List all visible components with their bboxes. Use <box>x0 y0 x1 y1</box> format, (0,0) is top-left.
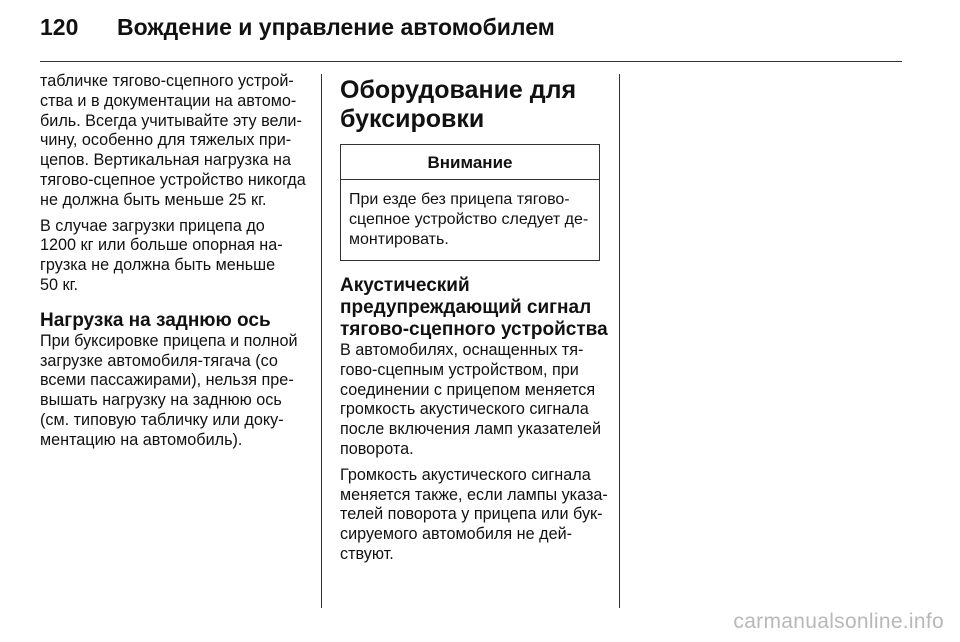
heading-line: тягово-сцепного устройства <box>340 319 608 340</box>
text-line: поворота. <box>340 439 414 458</box>
paragraph-signal-volume <box>340 341 610 460</box>
section-heading-rear-axle-load: Нагрузка на заднюю ось <box>40 309 271 331</box>
text-line: сцепное устройство следует де- <box>349 211 589 228</box>
page-number: 120 <box>40 14 79 40</box>
text-line: Громкость акустического сигнала <box>340 465 591 484</box>
text-line: тягово-сцепное устройство никогда <box>40 170 306 189</box>
header-rule <box>40 61 902 62</box>
text-line: 1200 кг или больше опорная на- <box>40 236 283 255</box>
warning-text <box>349 190 591 250</box>
page-title: Вождение и управление автомобилем <box>117 14 555 40</box>
warning-body <box>341 180 599 260</box>
text-line: табличке тягово-сцепного устрой- <box>40 72 294 90</box>
warning-box <box>340 144 600 261</box>
paragraph-heavy-trailer <box>40 217 312 296</box>
section-heading-towing-equipment <box>340 76 610 134</box>
heading-line: Оборудование для <box>340 76 577 104</box>
text-line: после включения ламп указателей <box>340 420 602 439</box>
text-line: ствуют. <box>340 544 394 563</box>
text-line: телей поворота у прицепа или бук- <box>340 505 603 524</box>
text-line: биль. Всегда учитывайте эту вели- <box>40 111 302 130</box>
text-line: чину, особенно для тяжелых при- <box>40 131 292 150</box>
text-line: При буксировке прицепа и полной <box>40 331 298 350</box>
column-divider <box>619 74 620 608</box>
paragraph-rear-axle-load <box>40 332 312 451</box>
text-line: громкость акустического сигнала <box>340 400 589 419</box>
text-line: цепов. Вертикальная нагрузка на <box>40 151 291 170</box>
middle-column <box>340 72 610 571</box>
warning-title: Внимание <box>341 145 599 180</box>
text-line: меняется также, если лампы указа- <box>340 485 608 504</box>
section-subheading-acoustic-signal <box>340 275 610 341</box>
watermark: carmanualsonline.info <box>733 610 944 633</box>
text-line: монтировать. <box>349 231 449 248</box>
text-line: соединении с прицепом меняется <box>340 380 596 399</box>
text-line: всеми пассажирами), нельзя пре- <box>40 371 294 390</box>
text-line: 50 кг. <box>40 275 79 294</box>
text-line: сируемого автомобиля не дей- <box>340 525 573 544</box>
text-line: ментацию на автомобиль). <box>40 430 243 449</box>
text-line: загрузке автомобиля-тягача (со <box>40 351 278 370</box>
column-divider <box>321 74 322 608</box>
heading-line: Акустический <box>340 275 470 296</box>
text-line: не должна быть меньше 25 кг. <box>40 190 267 209</box>
heading-line: предупреждающий сигнал <box>340 297 592 318</box>
text-line: (см. типовую табличку или доку- <box>40 410 284 429</box>
paragraph-signal-lamp-failure <box>340 466 610 565</box>
text-line: В случае загрузки прицепа до <box>40 216 265 235</box>
text-line: В автомобилях, оснащенных тя- <box>340 341 584 359</box>
text-line: гово-сцепным устройством, при <box>340 360 579 379</box>
heading-line: буксировки <box>340 105 485 133</box>
text-line: вышать нагрузку на заднюю ось <box>40 391 282 410</box>
text-line: грузка не должна быть меньше <box>40 256 276 275</box>
text-line: ства и в документации на автомо- <box>40 91 297 110</box>
paragraph-trailer-tongue-load <box>40 72 312 211</box>
text-line: При езде без прицепа тягово- <box>349 191 570 208</box>
left-column <box>40 72 312 457</box>
